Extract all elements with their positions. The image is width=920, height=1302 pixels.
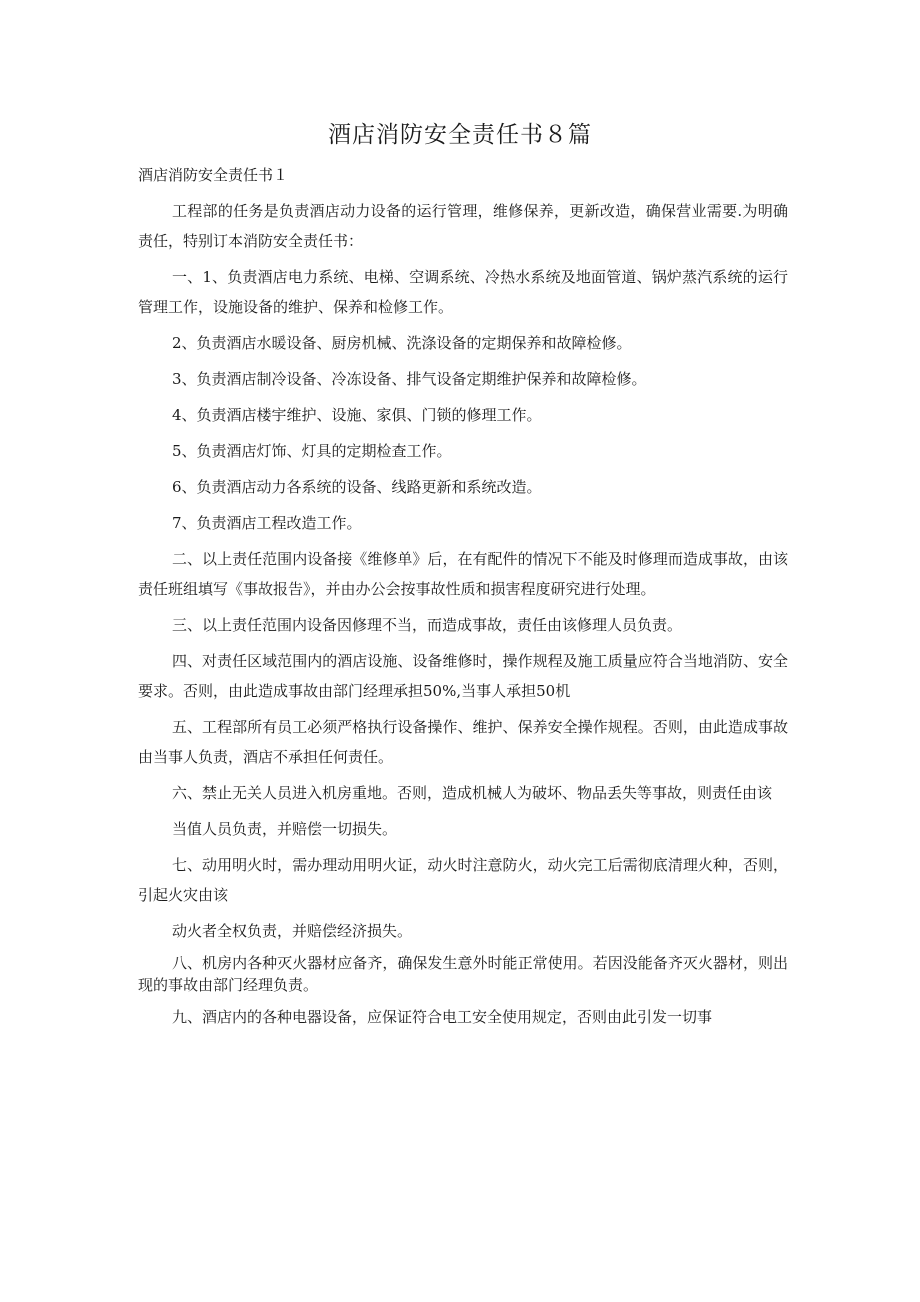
paragraph: 六、禁止无关人员进入机房重地。否则，造成机械人为破坏、物品丢失等事故，则责任由该 <box>172 784 773 802</box>
paragraph: 二、以上责任范围内设备接《维修单》后，在有配件的情况下不能及时修理而造成事故，由该责任班组填写《事故报告》，并由办公会按事故性质和损害程度研究进行处理。 <box>138 550 788 598</box>
paragraph: 九、酒店内的各种电器设备，应保证符合电工安全使用规定，否则由此引发一切事 <box>172 1008 713 1026</box>
paragraph: 动火者全权负责，并赔偿经济损失。 <box>172 922 413 940</box>
paragraph: 2、负责酒店水暖设备、厨房机械、洗涤设备的定期保养和故障检修。 <box>172 334 632 352</box>
document-body <box>138 160 788 1038</box>
paragraph: 一、1、负责酒店电力系统、电梯、空调系统、冷热水系统及地面管道、锅炉蒸汽系统的运行管理工作，设施设备的维护、保养和检修工作。 <box>138 268 788 316</box>
paragraph: 5、负责酒店灯饰、灯具的定期检查工作。 <box>172 442 452 460</box>
paragraph: 当值人员负责，并赔偿一切损失。 <box>172 820 398 838</box>
paragraph: 3、负责酒店制冷设备、冷冻设备、排气设备定期维护保养和故障检修。 <box>172 370 647 388</box>
paragraph: 4、负责酒店楼宇维护、设施、家俱、门锁的修理工作。 <box>172 406 542 424</box>
paragraph: 七、动用明火时，需办理动用明火证，动火时注意防火，动火完工后需彻底清理火种，否则，引起火灾由该 <box>138 856 788 904</box>
paragraph: 五、工程部所有员工必须严格执行设备操作、维护、保养安全操作规程。否则，由此造成事故由当事人负责，酒店不承担任何责任。 <box>138 718 788 766</box>
paragraph: 6、负责酒店动力各系统的设备、线路更新和系统改造。 <box>172 478 542 496</box>
section-heading: 酒店消防安全责任书１ <box>138 166 289 184</box>
paragraph: 四、对责任区域范围内的酒店设施、设备维修时，操作规程及施工质量应符合当地消防、安全要求。否则，由此造成事故由部门经理承担50%,当事人承担50机 <box>138 652 788 700</box>
document-title: 酒店消防安全责任书８篇 <box>328 122 592 148</box>
paragraph: 工程部的任务是负责酒店动力设备的运行管理，维修保养，更新改造，确保营业需要.为明确责任，特别订本消防安全责任书： <box>138 202 788 250</box>
paragraph: 三、以上责任范围内设备因修理不当，而造成事故，责任由该修理人员负责。 <box>172 616 683 634</box>
paragraph: 八、机房内各种灭火器材应备齐，确保发生意外时能正常使用。若因没能备齐灭火器材，则出现的事故由部门经理负责。 <box>138 954 788 994</box>
paragraph: 7、负责酒店工程改造工作。 <box>172 514 362 532</box>
